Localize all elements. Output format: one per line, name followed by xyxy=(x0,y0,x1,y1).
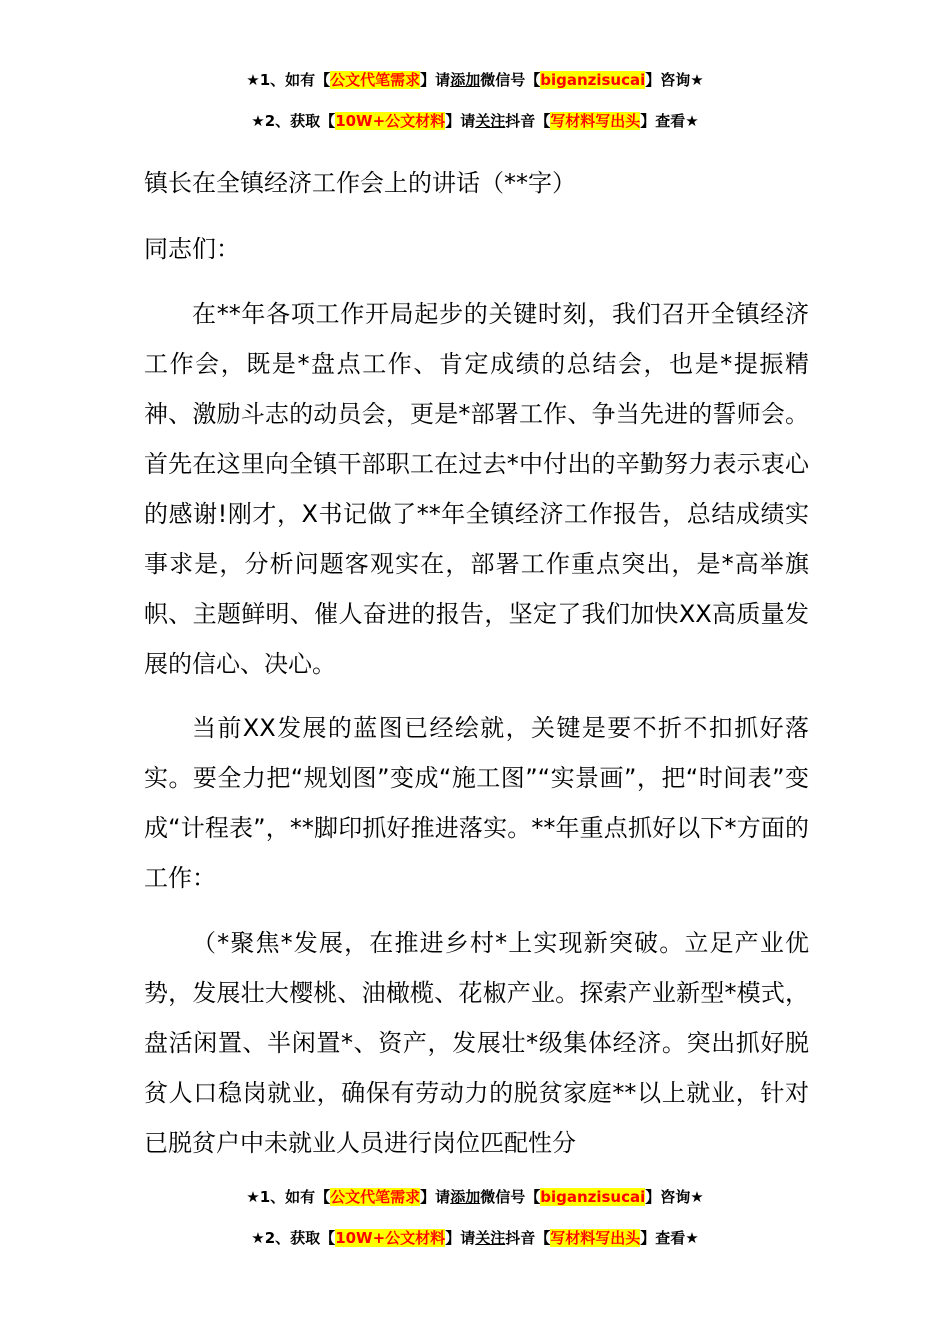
banner-text: 】咨询★ xyxy=(645,1188,704,1206)
banner-text: 】请 xyxy=(420,71,451,89)
body-paragraph-1: 在**年各项工作开局起步的关键时刻，我们召开全镇经济工作会，既是*盘点工作、肯定成绩的总结会，也是*提振精神、激励斗志的动员会，更是*部署工作、争当先进的誓师会。首先在这里向全镇干部职工在过去*中付出的辛勤努力表示衷心的感谢!刚才，X书记做了**年全镇经济工作报告，总结成绩实事求是，分析问题客观实在，部署工作重点突出，是*高举旗帜、主题鲜明、催人奋进的报告，坚定了我们加快XX高质量发展的信心、决心。 xyxy=(144,300,809,678)
salutation: 同志们： xyxy=(144,235,240,263)
banner-highlight: 公文代笔需求 xyxy=(330,71,421,89)
banner-highlight: 写材料写出头 xyxy=(550,112,641,130)
banner-highlight: 10W+公文材料 xyxy=(335,1229,446,1247)
banner-text: 】咨询★ xyxy=(645,71,704,89)
banner-text: 】查看★ xyxy=(640,1229,699,1247)
footer-banner-line-2 xyxy=(0,1228,950,1248)
body-paragraph-2: 当前XX发展的蓝图已经绘就，关键是要不折不扣抓好落实。要全力把“规划图”变成“施工图”“实景画”，把“时间表”变成“计程表”，**脚印抓好推进落实。**年重点抓好以下*方面的工作： xyxy=(144,714,809,892)
banner-text: ★1、如有【 xyxy=(246,71,331,89)
header-banner-line-1 xyxy=(0,70,950,90)
banner-highlight: biganzisucai xyxy=(540,71,646,89)
banner-highlight: 写材料写出头 xyxy=(550,1229,641,1247)
banner-text: 微信号【 xyxy=(480,1188,541,1206)
banner-text: 】查看★ xyxy=(640,112,699,130)
banner-text: ★2、获取【 xyxy=(251,112,336,130)
banner-underlined: 添加 xyxy=(450,1188,481,1206)
banner-text: 】请 xyxy=(420,1188,451,1206)
banner-underlined: 关注 xyxy=(475,1229,506,1247)
header-banner-line-2 xyxy=(0,111,950,131)
banner-underlined: 关注 xyxy=(475,112,506,130)
banner-highlight: biganzisucai xyxy=(540,1188,646,1206)
footer-banner-line-1 xyxy=(0,1187,950,1207)
body-paragraph-3: （*聚焦*发展，在推进乡村*上实现新突破。立足产业优势，发展壮大樱桃、油橄榄、花椒产业。探索产业新型*模式，盘活闲置、半闲置*、资产，发展壮*级集体经济。突出抓好脱贫人口稳岗就业，确保有劳动力的脱贫家庭**以上就业，针对已脱贫户中未就业人员进行岗位匹配性分 xyxy=(144,929,809,1157)
banner-text: 】请 xyxy=(445,1229,476,1247)
banner-highlight: 10W+公文材料 xyxy=(335,112,446,130)
document-title: 镇长在全镇经济工作会上的讲话（**字） xyxy=(144,169,576,197)
banner-text: ★2、获取【 xyxy=(251,1229,336,1247)
banner-text: 】请 xyxy=(445,112,476,130)
banner-underlined: 添加 xyxy=(450,71,481,89)
banner-text: 微信号【 xyxy=(480,71,541,89)
banner-text: ★1、如有【 xyxy=(246,1188,331,1206)
banner-highlight: 公文代笔需求 xyxy=(330,1188,421,1206)
banner-text: 抖音【 xyxy=(505,1229,551,1247)
banner-text: 抖音【 xyxy=(505,112,551,130)
